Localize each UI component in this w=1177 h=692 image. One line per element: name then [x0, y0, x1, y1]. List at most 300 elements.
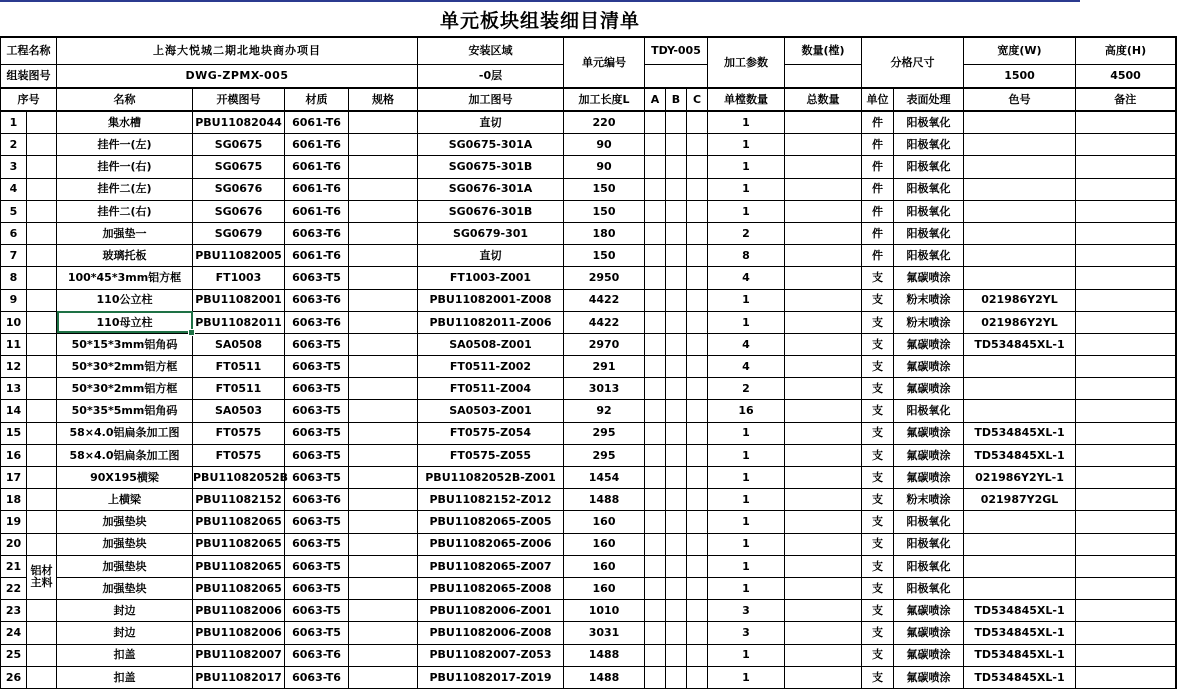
row-color-code[interactable]: TD534845XL-1	[964, 333, 1076, 355]
row-total-qty[interactable]	[785, 644, 862, 666]
group-column-cell[interactable]	[27, 111, 57, 134]
row-part-name[interactable]: 玻璃托板	[57, 245, 193, 267]
row-material[interactable]: 6063-T5	[285, 267, 349, 289]
row-process-length[interactable]: 2950	[564, 267, 645, 289]
group-column-cell[interactable]	[27, 622, 57, 644]
row-process-dwg[interactable]: PBU11082065-Z005	[418, 511, 564, 533]
row-process-dwg[interactable]: PBU11082065-Z007	[418, 555, 564, 577]
row-unit-qty[interactable]: 1	[708, 511, 785, 533]
group-column-cell[interactable]	[27, 356, 57, 378]
row-color-code[interactable]: 021986Y2YL	[964, 311, 1076, 333]
row-surface-treatment[interactable]: 氟碳喷涂	[894, 444, 964, 466]
row-part-name[interactable]: 扣盖	[57, 644, 193, 666]
table-row[interactable]	[1, 489, 1176, 511]
table-row[interactable]	[1, 600, 1176, 622]
row-process-length[interactable]: 4422	[564, 311, 645, 333]
row-spec[interactable]	[349, 489, 418, 511]
row-surface-treatment[interactable]: 阳极氧化	[894, 156, 964, 178]
row-spec[interactable]	[349, 400, 418, 422]
group-column-cell[interactable]	[27, 666, 57, 688]
row-process-dwg[interactable]: SA0508-Z001	[418, 333, 564, 355]
row-process-length[interactable]: 150	[564, 200, 645, 222]
row-unit-qty[interactable]: 1	[708, 467, 785, 489]
row-color-code[interactable]	[964, 200, 1076, 222]
row-param-c[interactable]	[687, 156, 708, 178]
row-param-a[interactable]	[645, 400, 666, 422]
row-color-code[interactable]: 021986Y2YL	[964, 289, 1076, 311]
row-seq-number[interactable]: 17	[1, 467, 27, 489]
row-color-code[interactable]	[964, 577, 1076, 599]
row-seq-number[interactable]: 4	[1, 178, 27, 200]
row-unit[interactable]: 支	[862, 333, 894, 355]
row-param-b[interactable]	[666, 333, 687, 355]
row-part-name[interactable]: 90X195横梁	[57, 467, 193, 489]
row-surface-treatment[interactable]: 粉末喷涂	[894, 489, 964, 511]
row-param-a[interactable]	[645, 200, 666, 222]
row-surface-treatment[interactable]: 阳极氧化	[894, 577, 964, 599]
row-spec[interactable]	[349, 200, 418, 222]
row-param-a[interactable]	[645, 111, 666, 134]
row-spec[interactable]	[349, 555, 418, 577]
row-part-name[interactable]: 加强垫块	[57, 577, 193, 599]
row-process-dwg[interactable]: FT0575-Z054	[418, 422, 564, 444]
row-part-name[interactable]: 50*35*5mm铝角码	[57, 400, 193, 422]
group-column-cell[interactable]	[27, 400, 57, 422]
row-remark[interactable]	[1076, 644, 1176, 666]
row-mold-number[interactable]: SG0676	[193, 200, 285, 222]
row-unit[interactable]: 件	[862, 111, 894, 134]
row-total-qty[interactable]	[785, 511, 862, 533]
row-part-name[interactable]: 50*30*2mm铝方框	[57, 378, 193, 400]
row-param-b[interactable]	[666, 555, 687, 577]
row-unit-qty[interactable]: 1	[708, 200, 785, 222]
row-unit-qty[interactable]: 1	[708, 644, 785, 666]
row-param-b[interactable]	[666, 533, 687, 555]
table-row[interactable]	[1, 333, 1176, 355]
row-seq-number[interactable]: 11	[1, 333, 27, 355]
unit-code-value[interactable]: TDY-005	[645, 37, 708, 65]
row-seq-number[interactable]: 8	[1, 267, 27, 289]
row-part-name[interactable]: 110母立柱	[57, 311, 193, 333]
row-total-qty[interactable]	[785, 400, 862, 422]
row-param-c[interactable]	[687, 111, 708, 134]
row-param-b[interactable]	[666, 245, 687, 267]
row-total-qty[interactable]	[785, 577, 862, 599]
table-row[interactable]	[1, 511, 1176, 533]
table-row[interactable]	[1, 289, 1176, 311]
table-row[interactable]	[1, 644, 1176, 666]
row-process-length[interactable]: 90	[564, 156, 645, 178]
row-mold-number[interactable]: PBU11082001	[193, 289, 285, 311]
table-row[interactable]	[1, 378, 1176, 400]
row-remark[interactable]	[1076, 333, 1176, 355]
row-unit-qty[interactable]: 3	[708, 622, 785, 644]
table-row[interactable]	[1, 622, 1176, 644]
row-material[interactable]: 6063-T5	[285, 378, 349, 400]
row-unit-qty[interactable]: 4	[708, 333, 785, 355]
row-spec[interactable]	[349, 666, 418, 688]
row-spec[interactable]	[349, 333, 418, 355]
group-column-cell[interactable]	[27, 245, 57, 267]
row-seq-number[interactable]: 10	[1, 311, 27, 333]
row-param-b[interactable]	[666, 178, 687, 200]
row-unit[interactable]: 件	[862, 245, 894, 267]
row-param-a[interactable]	[645, 311, 666, 333]
table-row[interactable]	[1, 111, 1176, 134]
row-unit-qty[interactable]: 1	[708, 555, 785, 577]
row-process-length[interactable]: 2970	[564, 333, 645, 355]
row-process-length[interactable]: 1488	[564, 666, 645, 688]
row-process-length[interactable]: 160	[564, 511, 645, 533]
table-row[interactable]	[1, 356, 1176, 378]
row-remark[interactable]	[1076, 178, 1176, 200]
row-seq-number[interactable]: 12	[1, 356, 27, 378]
row-part-name[interactable]: 加强垫块	[57, 555, 193, 577]
row-process-dwg[interactable]: 直切	[418, 245, 564, 267]
row-part-name[interactable]: 加强垫块	[57, 511, 193, 533]
row-total-qty[interactable]	[785, 111, 862, 134]
row-material[interactable]: 6063-T5	[285, 356, 349, 378]
row-color-code[interactable]	[964, 111, 1076, 134]
row-unit[interactable]: 支	[862, 644, 894, 666]
row-param-c[interactable]	[687, 467, 708, 489]
row-process-dwg[interactable]: SG0676-301A	[418, 178, 564, 200]
row-material[interactable]: 6061-T6	[285, 200, 349, 222]
row-remark[interactable]	[1076, 311, 1176, 333]
row-seq-number[interactable]: 19	[1, 511, 27, 533]
row-param-c[interactable]	[687, 555, 708, 577]
row-remark[interactable]	[1076, 511, 1176, 533]
row-surface-treatment[interactable]: 阳极氧化	[894, 134, 964, 156]
row-seq-number[interactable]: 2	[1, 134, 27, 156]
row-total-qty[interactable]	[785, 289, 862, 311]
row-surface-treatment[interactable]: 氟碳喷涂	[894, 600, 964, 622]
row-total-qty[interactable]	[785, 200, 862, 222]
group-column-cell[interactable]	[27, 267, 57, 289]
row-surface-treatment[interactable]: 氟碳喷涂	[894, 422, 964, 444]
table-row[interactable]	[1, 156, 1176, 178]
row-param-c[interactable]	[687, 289, 708, 311]
row-mold-number[interactable]: FT0511	[193, 378, 285, 400]
row-mold-number[interactable]: FT0511	[193, 356, 285, 378]
row-part-name[interactable]: 58×4.0铝扁条加工图	[57, 444, 193, 466]
row-seq-number[interactable]: 14	[1, 400, 27, 422]
row-param-c[interactable]	[687, 200, 708, 222]
quantity-value[interactable]	[785, 65, 862, 89]
row-color-code[interactable]: 021986Y2YL-1	[964, 467, 1076, 489]
row-color-code[interactable]: 021987Y2GL	[964, 489, 1076, 511]
row-process-length[interactable]: 3031	[564, 622, 645, 644]
row-param-b[interactable]	[666, 267, 687, 289]
row-seq-number[interactable]: 26	[1, 666, 27, 688]
row-param-b[interactable]	[666, 577, 687, 599]
row-param-b[interactable]	[666, 400, 687, 422]
row-param-b[interactable]	[666, 289, 687, 311]
row-color-code[interactable]: TD534845XL-1	[964, 444, 1076, 466]
row-param-a[interactable]	[645, 600, 666, 622]
row-part-name[interactable]: 50*15*3mm铝角码	[57, 333, 193, 355]
row-remark[interactable]	[1076, 422, 1176, 444]
row-color-code[interactable]	[964, 356, 1076, 378]
row-part-name[interactable]: 加强垫一	[57, 222, 193, 244]
row-mold-number[interactable]: SG0679	[193, 222, 285, 244]
row-unit-qty[interactable]: 4	[708, 356, 785, 378]
row-process-dwg[interactable]: PBU11082065-Z006	[418, 533, 564, 555]
row-mold-number[interactable]: FT0575	[193, 422, 285, 444]
row-color-code[interactable]	[964, 511, 1076, 533]
row-remark[interactable]	[1076, 267, 1176, 289]
table-row[interactable]	[1, 533, 1176, 555]
row-process-dwg[interactable]: SG0676-301B	[418, 200, 564, 222]
row-unit-qty[interactable]: 8	[708, 245, 785, 267]
row-unit[interactable]: 支	[862, 422, 894, 444]
row-total-qty[interactable]	[785, 533, 862, 555]
group-column-cell[interactable]	[27, 134, 57, 156]
row-remark[interactable]	[1076, 622, 1176, 644]
row-seq-number[interactable]: 1	[1, 111, 27, 134]
row-surface-treatment[interactable]: 氟碳喷涂	[894, 333, 964, 355]
row-remark[interactable]	[1076, 600, 1176, 622]
table-row[interactable]	[1, 134, 1176, 156]
row-seq-number[interactable]: 25	[1, 644, 27, 666]
row-param-a[interactable]	[645, 444, 666, 466]
row-material[interactable]: 6063-T6	[285, 311, 349, 333]
row-seq-number[interactable]: 16	[1, 444, 27, 466]
row-unit-qty[interactable]: 1	[708, 489, 785, 511]
row-material[interactable]: 6063-T6	[285, 644, 349, 666]
row-mold-number[interactable]: PBU11082065	[193, 511, 285, 533]
table-row[interactable]	[1, 200, 1176, 222]
row-unit[interactable]: 支	[862, 378, 894, 400]
row-mold-number[interactable]: PBU11082065	[193, 577, 285, 599]
row-total-qty[interactable]	[785, 222, 862, 244]
row-param-c[interactable]	[687, 311, 708, 333]
row-surface-treatment[interactable]: 氟碳喷涂	[894, 644, 964, 666]
row-process-dwg[interactable]: 直切	[418, 111, 564, 134]
row-seq-number[interactable]: 9	[1, 289, 27, 311]
row-part-name[interactable]: 110公立柱	[57, 289, 193, 311]
row-unit[interactable]: 支	[862, 622, 894, 644]
row-param-c[interactable]	[687, 422, 708, 444]
row-param-a[interactable]	[645, 178, 666, 200]
row-param-b[interactable]	[666, 600, 687, 622]
group-column-cell[interactable]	[27, 489, 57, 511]
row-color-code[interactable]: TD534845XL-1	[964, 644, 1076, 666]
row-param-c[interactable]	[687, 511, 708, 533]
row-material[interactable]: 6063-T5	[285, 422, 349, 444]
row-material[interactable]: 6063-T6	[285, 489, 349, 511]
row-remark[interactable]	[1076, 245, 1176, 267]
row-unit-qty[interactable]: 1	[708, 156, 785, 178]
row-surface-treatment[interactable]: 阳极氧化	[894, 511, 964, 533]
row-surface-treatment[interactable]: 阳极氧化	[894, 200, 964, 222]
row-surface-treatment[interactable]: 氟碳喷涂	[894, 378, 964, 400]
row-param-a[interactable]	[645, 622, 666, 644]
row-process-length[interactable]: 3013	[564, 378, 645, 400]
row-part-name[interactable]: 50*30*2mm铝方框	[57, 356, 193, 378]
row-total-qty[interactable]	[785, 622, 862, 644]
row-param-a[interactable]	[645, 156, 666, 178]
row-remark[interactable]	[1076, 467, 1176, 489]
assembly-dwg-value[interactable]: DWG-ZPMX-005	[57, 65, 418, 89]
row-spec[interactable]	[349, 222, 418, 244]
row-unit[interactable]: 支	[862, 400, 894, 422]
row-process-length[interactable]: 1454	[564, 467, 645, 489]
row-total-qty[interactable]	[785, 267, 862, 289]
row-param-b[interactable]	[666, 422, 687, 444]
row-mold-number[interactable]: PBU11082017	[193, 666, 285, 688]
row-remark[interactable]	[1076, 555, 1176, 577]
row-param-a[interactable]	[645, 644, 666, 666]
row-unit[interactable]: 支	[862, 356, 894, 378]
row-param-a[interactable]	[645, 245, 666, 267]
row-material[interactable]: 6061-T6	[285, 245, 349, 267]
group-column-cell[interactable]	[27, 156, 57, 178]
row-param-b[interactable]	[666, 489, 687, 511]
row-surface-treatment[interactable]: 氟碳喷涂	[894, 666, 964, 688]
row-seq-number[interactable]: 7	[1, 245, 27, 267]
row-surface-treatment[interactable]: 氟碳喷涂	[894, 622, 964, 644]
row-spec[interactable]	[349, 134, 418, 156]
row-part-name[interactable]: 58×4.0铝扁条加工图	[57, 422, 193, 444]
row-param-c[interactable]	[687, 356, 708, 378]
row-mold-number[interactable]: SG0675	[193, 156, 285, 178]
row-seq-number[interactable]: 6	[1, 222, 27, 244]
row-mold-number[interactable]: PBU11082011	[193, 311, 285, 333]
row-unit-qty[interactable]: 1	[708, 444, 785, 466]
group-column-cell[interactable]	[27, 311, 57, 333]
row-color-code[interactable]	[964, 134, 1076, 156]
row-material[interactable]: 6063-T5	[285, 622, 349, 644]
row-param-b[interactable]	[666, 156, 687, 178]
row-total-qty[interactable]	[785, 378, 862, 400]
row-total-qty[interactable]	[785, 356, 862, 378]
row-material[interactable]: 6063-T5	[285, 444, 349, 466]
row-process-length[interactable]: 150	[564, 245, 645, 267]
row-param-a[interactable]	[645, 289, 666, 311]
row-remark[interactable]	[1076, 156, 1176, 178]
row-mold-number[interactable]: PBU11082044	[193, 111, 285, 134]
row-remark[interactable]	[1076, 378, 1176, 400]
row-remark[interactable]	[1076, 356, 1176, 378]
row-param-a[interactable]	[645, 333, 666, 355]
row-color-code[interactable]: TD534845XL-1	[964, 622, 1076, 644]
row-remark[interactable]	[1076, 111, 1176, 134]
row-param-a[interactable]	[645, 666, 666, 688]
row-process-dwg[interactable]: PBU11082017-Z019	[418, 666, 564, 688]
row-process-length[interactable]: 160	[564, 577, 645, 599]
row-process-length[interactable]: 220	[564, 111, 645, 134]
row-process-dwg[interactable]: FT0511-Z004	[418, 378, 564, 400]
row-unit-qty[interactable]: 1	[708, 577, 785, 599]
row-spec[interactable]	[349, 533, 418, 555]
group-column-cell[interactable]	[27, 444, 57, 466]
row-param-a[interactable]	[645, 511, 666, 533]
row-seq-number[interactable]: 22	[1, 577, 27, 599]
row-unit[interactable]: 支	[862, 533, 894, 555]
row-unit-qty[interactable]: 2	[708, 222, 785, 244]
row-process-length[interactable]: 160	[564, 533, 645, 555]
table-row[interactable]	[1, 178, 1176, 200]
row-material[interactable]: 6063-T5	[285, 555, 349, 577]
group-column-cell[interactable]	[27, 333, 57, 355]
row-param-b[interactable]	[666, 622, 687, 644]
row-process-dwg[interactable]: SG0675-301B	[418, 156, 564, 178]
row-color-code[interactable]	[964, 156, 1076, 178]
row-total-qty[interactable]	[785, 600, 862, 622]
row-unit-qty[interactable]: 2	[708, 378, 785, 400]
row-param-b[interactable]	[666, 467, 687, 489]
row-param-b[interactable]	[666, 444, 687, 466]
row-unit[interactable]: 件	[862, 222, 894, 244]
row-param-b[interactable]	[666, 222, 687, 244]
row-unit[interactable]: 支	[862, 444, 894, 466]
row-unit[interactable]: 支	[862, 666, 894, 688]
row-material[interactable]: 6061-T6	[285, 178, 349, 200]
row-seq-number[interactable]: 5	[1, 200, 27, 222]
row-total-qty[interactable]	[785, 666, 862, 688]
row-mold-number[interactable]: PBU11082005	[193, 245, 285, 267]
row-unit[interactable]: 支	[862, 600, 894, 622]
row-process-dwg[interactable]: PBU11082007-Z053	[418, 644, 564, 666]
row-material[interactable]: 6063-T5	[285, 333, 349, 355]
row-unit[interactable]: 支	[862, 289, 894, 311]
row-spec[interactable]	[349, 311, 418, 333]
row-surface-treatment[interactable]: 粉末喷涂	[894, 289, 964, 311]
row-unit[interactable]: 支	[862, 267, 894, 289]
row-process-dwg[interactable]: SG0675-301A	[418, 134, 564, 156]
table-row[interactable]	[1, 422, 1176, 444]
row-process-dwg[interactable]: PBU11082152-Z012	[418, 489, 564, 511]
row-param-c[interactable]	[687, 267, 708, 289]
group-column-cell[interactable]	[27, 289, 57, 311]
row-spec[interactable]	[349, 644, 418, 666]
row-material[interactable]: 6063-T6	[285, 222, 349, 244]
row-unit-qty[interactable]: 16	[708, 400, 785, 422]
row-param-a[interactable]	[645, 134, 666, 156]
row-spec[interactable]	[349, 467, 418, 489]
row-seq-number[interactable]: 18	[1, 489, 27, 511]
row-process-length[interactable]: 4422	[564, 289, 645, 311]
row-unit[interactable]: 件	[862, 134, 894, 156]
row-mold-number[interactable]: PBU11082065	[193, 555, 285, 577]
row-total-qty[interactable]	[785, 555, 862, 577]
table-row[interactable]	[1, 400, 1176, 422]
row-material[interactable]: 6063-T5	[285, 467, 349, 489]
row-unit[interactable]: 支	[862, 577, 894, 599]
group-column-cell[interactable]	[27, 467, 57, 489]
row-total-qty[interactable]	[785, 311, 862, 333]
row-spec[interactable]	[349, 577, 418, 599]
row-seq-number[interactable]: 20	[1, 533, 27, 555]
row-seq-number[interactable]: 3	[1, 156, 27, 178]
row-surface-treatment[interactable]: 氟碳喷涂	[894, 267, 964, 289]
unit-code-blank[interactable]	[645, 65, 708, 89]
row-seq-number[interactable]: 13	[1, 378, 27, 400]
row-param-a[interactable]	[645, 267, 666, 289]
project-name-value[interactable]: 上海大悦城二期北地块商办项目	[57, 37, 418, 65]
row-surface-treatment[interactable]: 粉末喷涂	[894, 311, 964, 333]
group-column-cell[interactable]	[27, 378, 57, 400]
row-remark[interactable]	[1076, 489, 1176, 511]
row-mold-number[interactable]: PBU11082152	[193, 489, 285, 511]
row-param-c[interactable]	[687, 577, 708, 599]
group-column-cell[interactable]	[27, 178, 57, 200]
group-column-cell[interactable]	[27, 422, 57, 444]
row-process-length[interactable]: 180	[564, 222, 645, 244]
table-row[interactable]	[1, 577, 1176, 599]
row-mold-number[interactable]: SG0676	[193, 178, 285, 200]
